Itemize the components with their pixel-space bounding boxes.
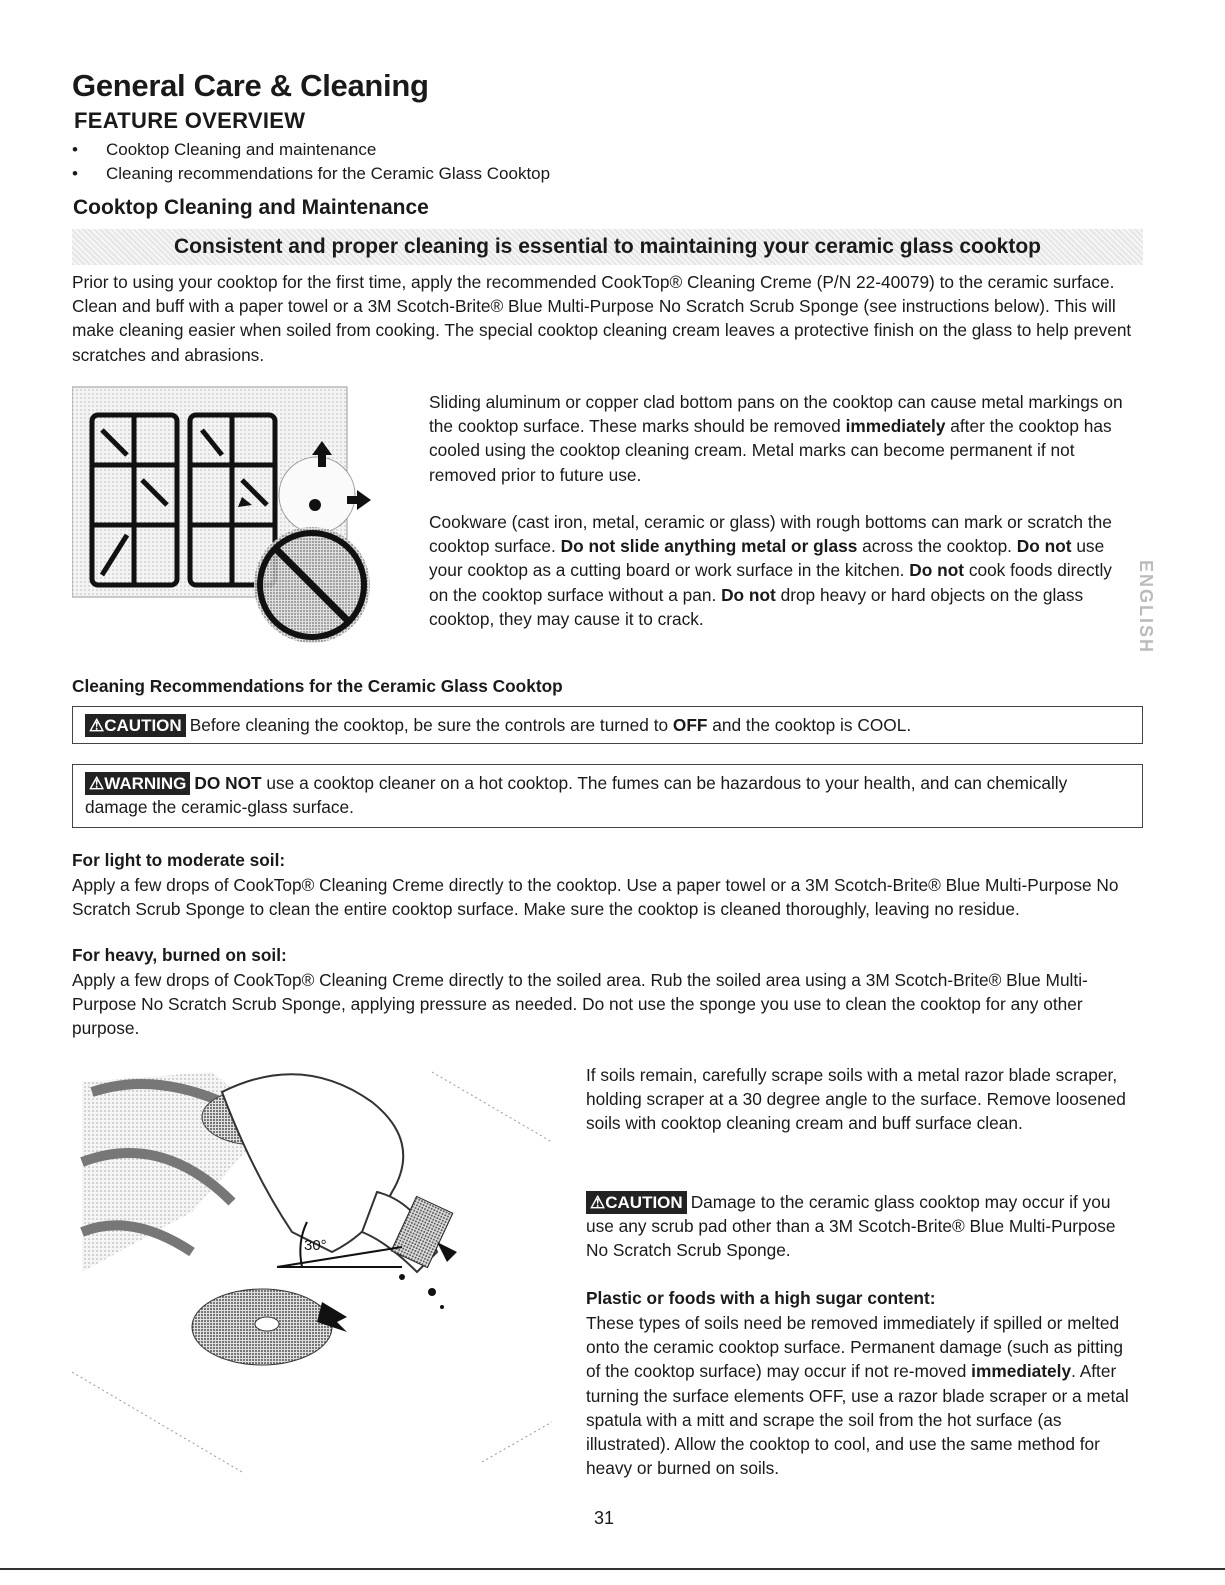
caution-scrub-pad: ⚠CAUTION Damage to the ceramic glass cooktop may occur if you use any scrub pad other than a 3M Scotch-Brite® Blue Multi-Purpose No Scratch Scrub Sponge. — [586, 1192, 1116, 1261]
list-item: • Cooktop Cleaning and maintenance — [72, 138, 550, 162]
caution-badge: ⚠CAUTION — [586, 1191, 687, 1214]
angle-label: 30° — [304, 1237, 327, 1254]
cookware-paragraph: Cookware (cast iron, metal, ceramic or glass) with rough bottoms can mark or scratch the cooktop surface. Do not slide anything metal or glass across the cooktop. Do not use your cooktop as a cutting board or work surface in the kitchen. Do not cook foods directly on the cooktop surface without a pan. Do not drop heavy or hard objects on the glass cooktop, they may cause it to crack. — [429, 512, 1112, 629]
warning-box-hot-cooktop: ⚠WARNING DO NOT use a cooktop cleaner on a hot cooktop. The fumes can be hazardous to your health, and can chemically damage the ceramic-glass surface. — [72, 764, 1143, 828]
caution-box-off-cool: ⚠CAUTION Before cleaning the cooktop, be sure the controls are turned to OFF and the cooktop is COOL. — [72, 706, 1143, 744]
light-soil-paragraph: Apply a few drops of CookTop® Cleaning Creme directly to the cooktop. Use a paper towel or a 3M Scotch-Brite® Blue Multi-Purpose No Scratch Scrub Sponge to clean the entire cooktop surface. Make sure the cooktop is cleaned thoroughly, leaving no residue. — [72, 875, 1119, 920]
caution-badge: ⚠CAUTION — [85, 714, 186, 737]
bottom-rule — [0, 1568, 1225, 1570]
light-soil-heading: For light to moderate soil: — [72, 850, 286, 870]
heavy-soil-paragraph: Apply a few drops of CookTop® Cleaning Creme directly to the soiled area. Rub the soiled area using a 3M Scotch-Brite® Blue Multi-Purpose No Scratch Scrub Sponge, applying pressure as needed. Do not use the sponge you use to clean the cooktop for any other purpose. — [72, 970, 1088, 1039]
language-tab: ENGLISH — [1136, 560, 1156, 655]
heavy-soil-heading: For heavy, burned on soil: — [72, 945, 287, 965]
plastic-sugar-paragraph: These types of soils need be removed immediately if spilled or melted onto the ceramic cooktop surface. Permanent damage (such as pitting of the cooktop surface) may occur if not re-moved immediately. After turning the surface elements OFF, use a razor blade scraper or a metal spatula with a mitt and scrape the soil from the hot surface (as illustrated). Allow the cooktop to cool, and use the same method for heavy or burned on soils. — [586, 1313, 1129, 1479]
page-number: 31 — [594, 1508, 615, 1528]
warning-badge: ⚠WARNING — [85, 772, 190, 795]
recommendations-heading: Cleaning Recommendations for the Ceramic Glass Cooktop — [72, 676, 563, 696]
cleaning-banner: Consistent and proper cleaning is essential to maintaining your ceramic glass cooktop — [72, 229, 1143, 265]
list-item: • Cleaning recommendations for the Ceramic Glass Cooktop — [72, 162, 550, 186]
intro-paragraph: Prior to using your cooktop for the first time, apply the recommended CookTop® Cleaning Creme (P/N 22-40079) to the ceramic surface. Clean and buff with a paper towel or a 3M Scotch-Brite® Blue Multi-Purpose No Scratch Scrub Sponge (see instructions below). This will make cleaning easier when soiled from cooking. The special cooktop cleaning cream leaves a protective finish on the glass to help prevent scratches and abrasions. — [72, 272, 1132, 365]
cooktop-grate-illustration — [72, 385, 402, 655]
feature-overview-heading: FEATURE OVERVIEW — [74, 108, 306, 133]
feature-overview-list — [72, 138, 550, 186]
plastic-sugar-heading: Plastic or foods with a high sugar content: — [586, 1288, 936, 1308]
scrape-paragraph: If soils remain, carefully scrape soils with a metal razor blade scraper, holding scraper at a 30 degree angle to the surface. Remove loosened soils with cooktop cleaning cream and buff surface clean. — [586, 1065, 1126, 1134]
page-title: General Care & Cleaning — [72, 68, 429, 103]
metal-marks-paragraph: Sliding aluminum or copper clad bottom pans on the cooktop can cause metal markings on the cooktop surface. These marks should be removed immediately after the cooktop has cooled using the cooktop cleaning cream. Metal marks can become permanent if not removed prior to future use. — [429, 392, 1123, 485]
scraper-illustration — [72, 1062, 562, 1477]
cooktop-section-heading: Cooktop Cleaning and Maintenance — [73, 196, 429, 219]
